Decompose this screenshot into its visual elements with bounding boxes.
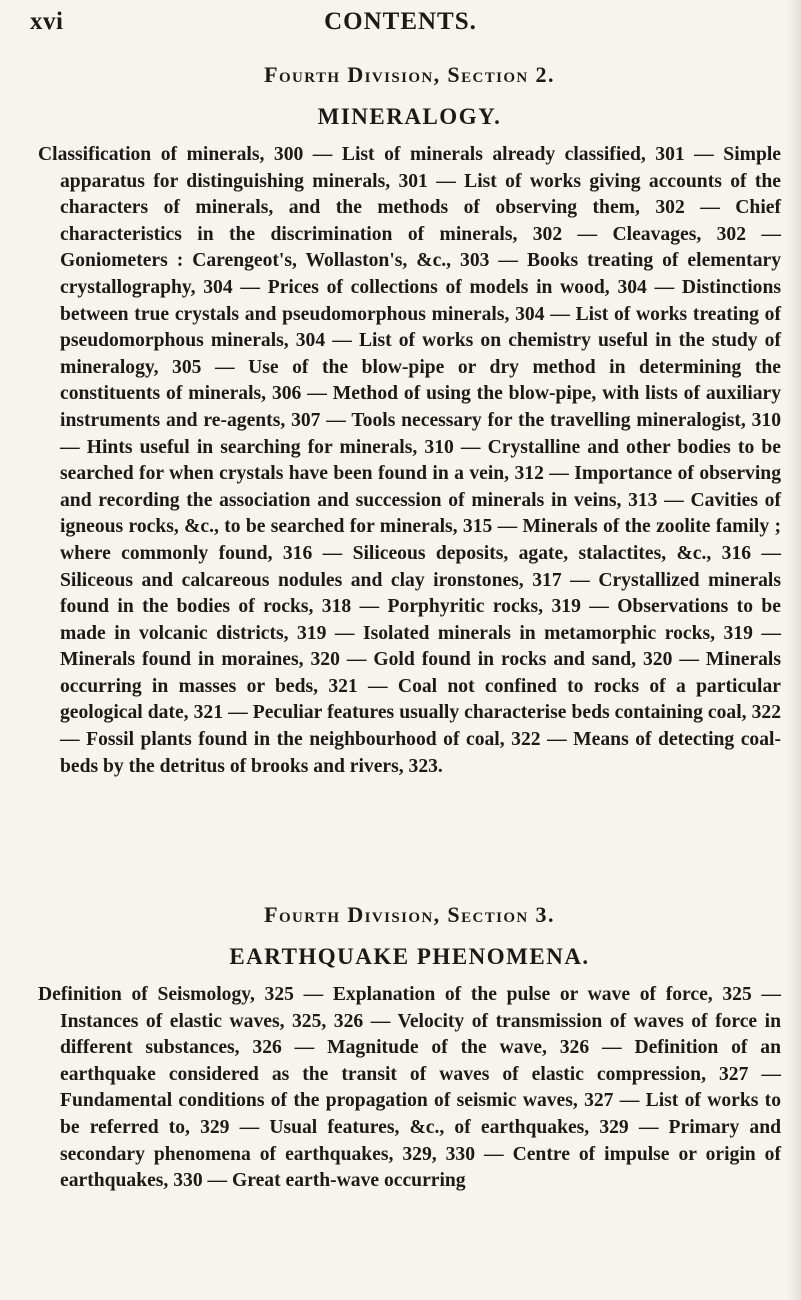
section-contents-text: Classification of minerals, 300 — List of minerals already classified, 301 — Simple apparatus for distinguishing minerals, 301 — List of works giving accounts of the characters of minerals, and the methods of observing them, 302 — Chief characteristics in the discrimination of minerals, 302 — Cleavages, 302 — Goniometers : Carengeot's, Wollaston's, &c., 303 — Books treating of elementary crystallography, 304 — Prices of collections of models in wood, 304 — Distinctions between true crystals and pseudomorphous minerals, 304 — List of works treating of pseudomorphous minerals, 304 — List of works on chemistry useful in the study of mineralogy, 305 — Use of the blow-pipe or dry method in determining the constituents of minerals, 306 — Method of using the blow-pipe, with lists of auxiliary instruments and re-agents, 307 — Tools necessary for the travelling mineralogist, 310 — Hints useful in searching for minerals, 310 — Crystalline and other bodies to be searched for when crystals have been found in a vein, 312 — Importance of observing and recording the association and succession of minerals in veins, 313 — Cavities of igneous rocks, &c., to be searched for minerals, 315 — Minerals of the zoolite family ; where commonly found, 316 — Siliceous deposits, agate, stalactites, &c., 316 — Siliceous and calcareous nodules and clay ironstones, 317 — Crystallized minerals found in the bodies of rocks, 318 — Porphyritic rocks, 319 — Observations to be made in volcanic districts, 319 — Isolated minerals in metamorphic rocks, 319 — Minerals found in moraines, 320 — Gold found in rocks and sand, 320 — Minerals occurring in masses or beds, 321 — Coal not confined to rocks of a particular geological date, 321 — Peculiar features usually characterise beds containing coal, 322 — Fossil plants found in the neighbourhood of coal, 322 — Means of detecting coal-beds by the detritus of brooks and rivers, 323. [38,144,781,777]
section-subject-title: MINERALOGY. [317,104,502,129]
section-earthquake-phenomena [38,900,781,1195]
division-heading: Fourth Division, Section 2. [264,62,555,87]
section-contents-text: Definition of Seismology, 325 — Explanation of the pulse or wave of force, 325 — Instances of elastic waves, 325, 326 — Velocity of transmission of waves of force in different substances, 326 — Magnitude of the wave, 326 — Definition of an earthquake considered as the transit of waves of elastic compression, 327 — Fundamental conditions of the propagation of seismic waves, 327 — List of works to be referred to, 329 — Usual features, &c., of earthquakes, 329 — Primary and secondary phenomena of earthquakes, 329, 330 — Centre of impulse or origin of earthquakes, 330 — Great earth-wave occurring [38,984,781,1192]
section-mineralogy [38,60,781,780]
division-heading: Fourth Division, Section 3. [264,902,555,927]
running-title: CONTENTS. [324,8,477,35]
running-head [30,4,771,44]
page-edge-shadow [787,0,801,1300]
section-subject-title: EARTHQUAKE PHENOMENA. [229,944,590,969]
page-number: xvi [30,8,64,35]
